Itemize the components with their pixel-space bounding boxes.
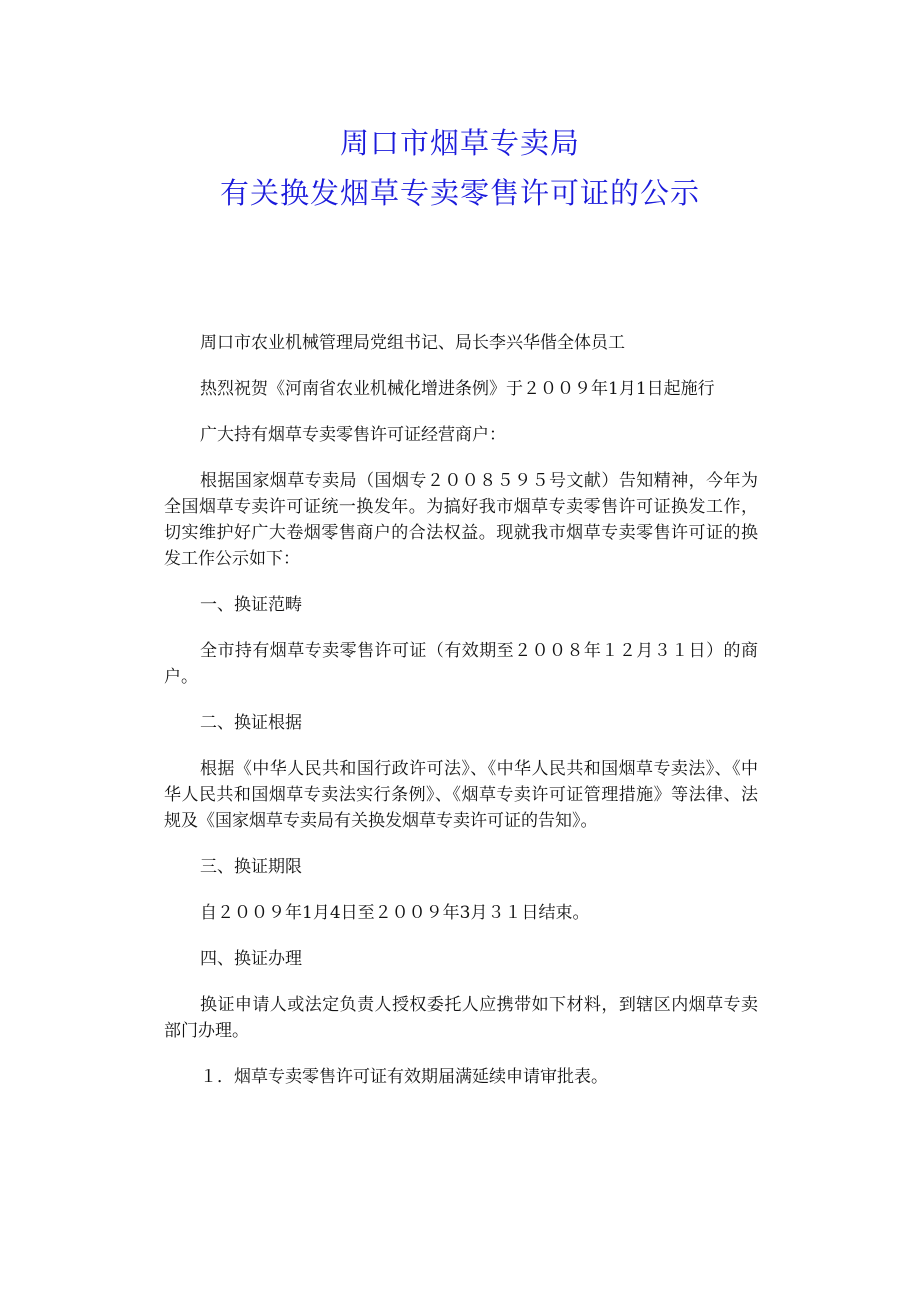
- section-heading-scope: 一、换证范畴: [200, 595, 302, 615]
- paragraph-scope: 全市持有烟草专卖零售许可证（有效期至２００８年１２月３１日）的商户。: [164, 641, 758, 687]
- paragraph-procedure: 换证申请人或法定负责人授权委托人应携带如下材料，到辖区内烟草专卖部门办理。: [164, 995, 758, 1041]
- paragraph-congratulation-sender: 周口市农业机械管理局党组书记、局长李兴华偕全体员工: [200, 333, 625, 353]
- paragraph-salutation: 广大持有烟草专卖零售许可证经营商户：: [200, 425, 506, 445]
- title-line-1: 周口市烟草专卖局: [339, 126, 580, 160]
- document-title: [0, 118, 920, 218]
- paragraph-intro: 根据国家烟草专卖局（国烟专２００８５９５号文献）告知精神，今年为全国烟草专卖许可证统一换发年。为搞好我市烟草专卖零售许可证换发工作，切实维护好广大卷烟零售商户的合法权益。现就我市烟草专卖零售许可证的换发工作公示如下：: [164, 471, 758, 569]
- paragraph-period: 自２００９年1月4日至２００９年3月３１日结束。: [200, 903, 590, 923]
- title-line-2: 有关换发烟草专卖零售许可证的公示: [219, 176, 700, 210]
- document-body: [164, 330, 758, 1090]
- section-heading-basis: 二、换证根据: [200, 713, 302, 733]
- list-item-1: １．烟草专卖零售许可证有效期届满延续申请审批表。: [200, 1067, 608, 1087]
- section-heading-procedure: 四、换证办理: [200, 949, 302, 969]
- paragraph-congratulation-text: 热烈祝贺《河南省农业机械化增进条例》于２００９年1月1日起施行: [200, 379, 715, 399]
- paragraph-basis: 根据《中华人民共和国行政许可法》、《中华人民共和国烟草专卖法》、《中华人民共和国烟草专卖法实行条例》、《烟草专卖许可证管理措施》等法律、法规及《国家烟草专卖局有关换发烟草专卖许可证的告知》。: [164, 759, 758, 831]
- section-heading-period: 三、换证期限: [200, 857, 302, 877]
